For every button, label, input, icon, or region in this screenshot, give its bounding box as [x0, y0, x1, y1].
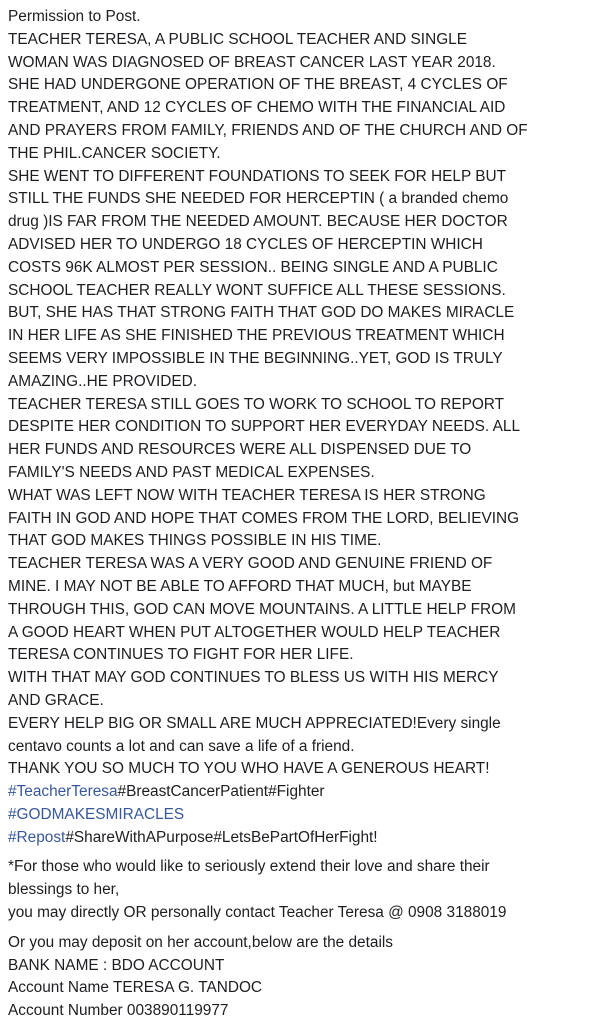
contact-note: *For those who would like to seriously extend their love and share their blessings to her, you may directly OR personally contact Teacher Teresa @ 0908 3188019 — [8, 858, 507, 922]
post-paragraph-foundations: SHE WENT TO DIFFERENT FOUNDATIONS TO SEEK FOR HELP BUT STILL THE FUNDS SHE NEEDED FOR HERCEPTIN ( a branded chemo drug )IS FAR FROM THE NEEDED AMOUNT. BECAUSE HER DOCTOR ADVISED HER TO UNDERGO 18 CYCLES OF HERCEPTIN WHICH COSTS 96K ALMOST PER SESSION.. BEING SINGLE AND A PUBLIC SCHOOL TEACHER REALLY WONT SUFFICE ALL THESE SESSIONS. BUT, SHE HAS THAT STRONG FAITH THAT GOD DO MAKES MIRACLE IN HER LIFE AS SHE FINISHED THE PREVIOUS TREATMENT WHICH SEEMS VERY IMPOSSIBLE IN THE BEGINNING..YET, GOD IS TRULY AMAZING..HE PROVIDED. — [8, 167, 515, 390]
bank-name: BANK NAME : BDO ACCOUNT — [8, 956, 225, 974]
hashtag-godmakesmiracles-link[interactable]: #GODMAKESMIRACLES — [8, 805, 185, 823]
paragraph-gap — [8, 849, 596, 856]
hashtag-line — [8, 781, 596, 804]
post-paragraph-thanks: THANK YOU SO MUCH TO YOU WHO HAVE A GENEROUS HEART! — [8, 760, 490, 778]
post-paragraph-friend: TEACHER TERESA WAS A VERY GOOD AND GENUINE FRIEND OF MINE. I MAY NOT BE ABLE TO AFFORD THAT MUCH, but MAYBE THROUGH THIS, GOD CAN MOVE MOUNTAINS. A LITTLE HELP FROM A GOOD HEART WHEN PUT ALTOGETHER WOULD HELP TEACHER TERESA CONTINUES TO FIGHT FOR HER LIFE. — [8, 555, 516, 664]
account-number: Account Number 003890119977 — [8, 1002, 229, 1020]
post-paragraph-blessing: WITH THAT MAY GOD CONTINUES TO BLESS US WITH HIS MERCY AND GRACE. — [8, 669, 499, 709]
account-name: Account Name TERESA G. TANDOC — [8, 979, 263, 997]
hashtag-line-rest: #BreastCancerPatient#Fighter — [117, 783, 325, 801]
hashtag-line — [8, 827, 596, 850]
post-paragraph-appreciation: EVERY HELP BIG OR SMALL ARE MUCH APPRECIATED!Every single centavo counts a lot and can save a life of a friend. — [8, 714, 501, 755]
hashtag-teacherteresa-link[interactable]: #TeacherTeresa — [8, 783, 118, 801]
post-paragraph-work: TEACHER TERESA STILL GOES TO WORK TO SCHOOL TO REPORT DESPITE HER CONDITION TO SUPPORT HER EVERYDAY NEEDS. ALL HER FUNDS AND RESOURCES WERE ALL DISPENSED DUE TO FAMILY'S NEEDS AND PAST MEDICAL EXPENSES. — [8, 395, 521, 481]
post-paragraph-faith: WHAT WAS LEFT NOW WITH TEACHER TERESA IS HER STRONG FAITH IN GOD AND HOPE THAT COMES FROM THE LORD, BELIEVING THAT GOD MAKES THINGS POSSIBLE IN HIS TIME. — [8, 486, 520, 550]
post-text — [8, 6, 596, 1023]
paragraph-gap — [8, 925, 596, 932]
deposit-intro: Or you may deposit on her account,below are the details — [8, 933, 393, 951]
hashtag-repost-link[interactable]: #Repost — [8, 828, 66, 846]
hashtag-line-rest: #ShareWithAPurpose#LetsBePartOfHerFight! — [65, 828, 378, 846]
post-header: Permission to Post. — [8, 8, 141, 25]
post-paragraph-diagnosis: TEACHER TERESA, A PUBLIC SCHOOL TEACHER AND SINGLE WOMAN WAS DIAGNOSED OF BREAST CANCER LAST YEAR 2018. SHE HAD UNDERGONE OPERATION OF THE BREAST, 4 CYCLES OF TREATMENT, AND 12 CYCLES OF CHEMO WITH THE FINANCIAL AID AND PRAYERS FROM FAMILY, FRIENDS AND OF THE CHURCH AND OF THE PHIL.CANCER SOCIETY. — [8, 30, 528, 162]
hashtag-line — [8, 804, 596, 827]
